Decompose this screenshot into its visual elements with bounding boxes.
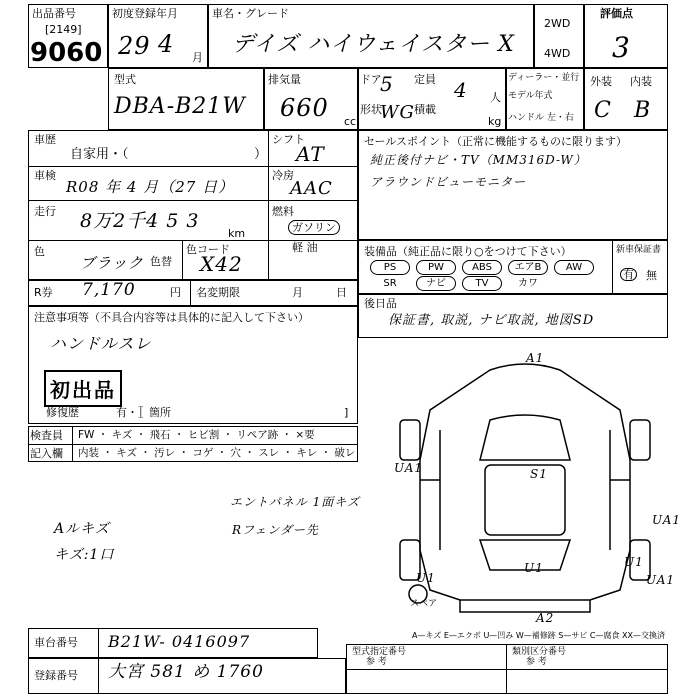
score-value: 3 [612,31,631,64]
inspector-row1-items: FW ・ キズ ・ 飛石 ・ ヒビ割 ・ リペア跡 ・ ×要 [78,429,315,441]
mark-ua1-left: UA1 [394,461,424,475]
mark-u1-right: U1 [624,555,644,569]
repair-suffix: ］箇所 [138,406,171,419]
mileage-unit: km [228,227,246,240]
mark-s1: S1 [530,467,548,481]
reg-value: 大宮 581 め 1760 [108,662,264,682]
lot-sub: [2149] [45,23,82,36]
load-label: 積載 [414,103,436,116]
sales-line2: アラウンドビューモニター [370,175,527,189]
month-unit: 月 [192,51,203,64]
yen: 円 [170,286,181,299]
lot-label: 出品番号 [32,7,76,20]
auction-sheet: 出品番号 [2149] 9060 初度登録年月 29 4 月 車名・グレード デイズ ハイウェイスター X 2WD 4WD 評価点 3 型式 DBA-B21W 排気量 660 cc ドア 5 定員 4 人 形状 WG 積載 kg ディーラー・並行 モデル年式 ハンドル 左・右 外装 内装 C B 車歴 自家用・（ ） シフト AT 車検 R08 年 4 月（27 日） 冷房 AAC 走行 8万2千4 5 3 km 燃料 ガソリン 軽 油 色 ブラック 色替 色コード X42 R券 7,170 円 名変期限 月 日 注意事項等（不具合内容等は具体的に記入して下さい） ハンドルスレ 初出品 修復歴 有・［ ］箇所 ] 検査員 FW ・ キズ ・ 飛石 ・ ヒビ割 ・ リペア跡 ・ ×要 記入欄 内装 ・ キズ ・ 汚レ ・ コゲ ・ 穴 ・ スレ ・ キレ ・ 破レ エントパネル 1面キズ Rフェンダー先 Aルキズ キズ:1口 セールスポイント（正常に機能するものに限ります） 純正後付ナビ・TV（MM316D-W） アラウンドビューモニター 装備品（純正品に限り○をつけて下さい） 新車保証書 有 無 後日品 保証書, 取説, ナビ取説, 地図SD A1 UA1 S1 U1 U1 U1 UA1 A2 UA1 スペア A—キズ E—エクボ U—凹み W—補修跡 S—サビ C—腐食 XX—交換済 車台番号 B21W- 0416097 登録番号 大宮 581 め 1760 型式指定番号 参 考 類別区分番号 参 考 [0,0,700,700]
form-cert-label: 型式指定番号 [352,647,407,657]
door-label: ドア [360,73,382,86]
shift-value: AT [296,142,325,166]
handwritten-3: Aルキズ [54,521,110,537]
notes-content: ハンドルスレ [50,334,152,353]
first-listing-stamp: 初出品 [44,370,122,407]
equipment-item: AW [554,260,594,275]
ext-label: 外装 [590,75,612,88]
fuel-gas: ガソリン [288,220,340,235]
recycle-label: R券 [34,286,53,299]
ext-value: C [594,98,612,123]
sales-label: セールスポイント（正常に機能するものに限ります） [364,135,628,148]
color-code-value: X42 [200,252,243,276]
color-change-label: 色替 [150,255,172,268]
accessories-value: 保証書, 取説, ナビ取説, 地図SD [388,313,595,328]
warranty-no: 無 [646,269,657,282]
cooler-label: 冷房 [272,169,294,182]
fuel-diesel: 軽 油 [292,241,318,254]
load-unit: kg [488,115,502,128]
recycle-box [28,280,358,306]
model-label: 車名・グレード [212,7,289,20]
ref-label-1: 参 考 [366,657,387,667]
handwritten-4: キズ:1口 [54,547,115,563]
fuel-label: 燃料 [272,205,294,218]
equipment-label: 装備品（純正品に限り○をつけて下さい） [364,245,572,258]
inspector-row1-label: 検査員 [30,429,63,442]
mark-a1-top: A1 [526,351,545,365]
mark-a2: A2 [536,611,555,625]
handwritten-2: Rフェンダー先 [232,523,319,537]
cc-unit: cc [344,115,357,128]
drive-2wd: 2WD [544,17,571,30]
notes-label: 注意事項等（不具合内容等は具体的に記入して下さい） [34,311,309,324]
recycle-value: 7,170 [82,280,136,300]
diagram-legend: A—キズ E—エクボ U—凹み W—補修跡 S—サビ C—腐食 XX—交換済 [412,631,666,640]
first-reg-year: 29 [118,32,151,60]
mark-u1-center: U1 [524,561,544,575]
seats-unit: 人 [490,91,501,104]
drive-4wd: 4WD [544,47,571,60]
seats-label: 定員 [414,73,436,86]
first-reg-month: 4 [158,30,175,58]
mark-ua1-right: UA1 [652,513,682,527]
lot-number: 9060 [30,38,103,68]
chassis-label: 車台番号 [34,636,78,649]
mileage-label: 走行 [34,205,56,218]
handwritten-1: エントパネル 1面キズ [230,495,360,509]
inspection-value: R08 年 4 月（27 日） [66,178,235,196]
chassis-value: B21W- 0416097 [108,632,251,651]
type-label: 型式 [114,73,136,86]
color-label: 色 [34,245,45,258]
history-close: ） [254,147,268,162]
type-value: DBA-B21W [114,94,246,119]
equipment-item: PW [416,260,456,275]
repair-label: 修復歴 [46,406,79,419]
equipment-item: PS [370,260,410,275]
shift-label: シフト [272,133,305,146]
equipment-item: カワ [518,278,538,289]
equipment-item: ABS [462,260,502,275]
meigi-label: 名変期限 [196,286,240,299]
mark-u1-left: U1 [416,571,436,585]
cc-value: 660 [280,94,329,122]
cc-label: 排気量 [268,73,301,86]
warranty-yes: 有 [620,268,637,281]
meigi-day: 日 [336,286,347,299]
shape-value: WG [380,102,415,123]
model-value: デイズ ハイウェイスター X [232,32,515,57]
int-label: 内装 [630,75,652,88]
equipment-item: エアB [508,260,548,275]
equipment-item: SR [383,278,397,289]
model-year-label: モデル年式 [508,91,553,101]
seats-value: 4 [454,78,468,102]
repair-value: 有・［ [116,406,144,419]
inspector-row2-label: 記入欄 [30,447,63,460]
class-label: 類別区分番号 [512,647,567,657]
shape-label: 形状 [360,103,382,116]
first-reg-label: 初度登録年月 [112,7,178,20]
inspection-label: 車検 [34,169,56,182]
ref-label-2: 参 考 [526,657,547,667]
accessories-label: 後日品 [364,297,397,310]
dealer-label: ディーラー・並行 [508,73,580,83]
equipment-item: TV [462,276,502,291]
score-label: 評価点 [600,7,633,20]
equipment-item: ナビ [416,276,456,291]
mileage-value: 8万2千4 5 3 [80,210,200,232]
history-value: 自家用・（ [70,147,129,162]
sales-line1: 純正後付ナビ・TV（MM316D-W） [370,153,587,167]
history-label: 車歴 [34,133,56,146]
inspector-row2-items: 内装 ・ キズ ・ 汚レ ・ コゲ ・ 穴 ・ スレ ・ キレ ・ 破レ [78,447,356,459]
meigi-month: 月 [292,286,303,299]
mark-ua1-bottom-right: UA1 [646,573,676,587]
door-value: 5 [380,72,394,96]
cooler-value: AAC [290,178,333,199]
spare-label: スペア [410,599,438,609]
warranty-label: 新車保証書 [616,245,662,255]
int-value: B [634,98,652,123]
reg-label: 登録番号 [34,669,78,682]
handle-label: ハンドル 左・右 [508,113,574,123]
color-code-label: 色コード [186,243,230,256]
color-value: ブラック [80,254,144,272]
